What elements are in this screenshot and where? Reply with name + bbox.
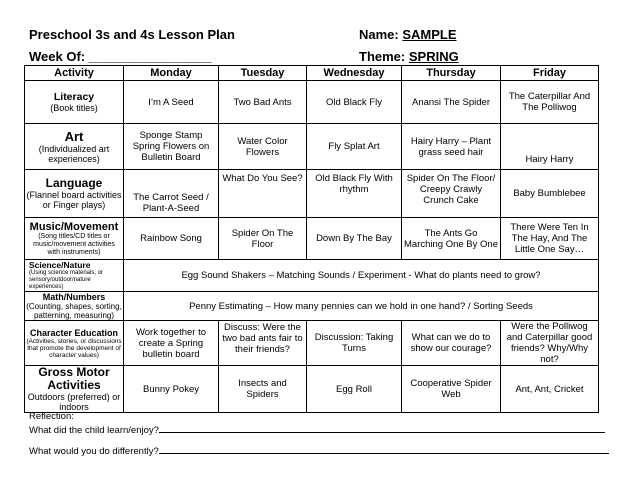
lesson-cell: Spider On The Floor — [219, 218, 307, 260]
lesson-cell: The Ants Go Marching One By One — [402, 218, 501, 260]
lesson-cell: There Were Ten In The Hay, And The Little One Say… — [501, 218, 599, 260]
question-1-text: What did the child learn/enjoy? — [29, 425, 159, 436]
theme-field — [359, 49, 459, 64]
lesson-cell: Baby Bumblebee — [501, 170, 599, 218]
lesson-cell: Old Black Fly — [307, 81, 402, 124]
lesson-cell: What Do You See? — [219, 170, 307, 218]
activity-subtitle: Outdoors (preferred) or indoors — [27, 392, 121, 412]
lesson-cell: Anansi The Spider — [402, 81, 501, 124]
col-thursday: Thursday — [402, 66, 501, 81]
activity-title: Character Education — [29, 327, 119, 338]
activity-title: Gross Motor Activities — [38, 365, 110, 392]
name-value: SAMPLE — [402, 27, 457, 42]
activity-subtitle: (Activities, stories, or discussions that promote the development of character values) — [26, 337, 122, 359]
merged-lesson-cell: Egg Sound Shakers – Matching Sounds / Experiment - What do plants need to grow? — [124, 260, 599, 292]
answer-line-1[interactable] — [159, 424, 605, 433]
lesson-cell: Ant, Ant, Cricket — [501, 366, 599, 413]
lesson-cell: Sponge Stamp Spring Flowers on Bulletin Board — [124, 124, 219, 170]
lesson-cell: I’m A Seed — [124, 81, 219, 124]
merged-lesson-cell: Penny Estimating – How many pennies can we hold in one hand? / Sorting Seeds — [124, 292, 599, 321]
lesson-cell: Fly Splat Art — [307, 124, 402, 170]
reflection-label: Reflection: — [29, 411, 74, 422]
lesson-cell: Cooperative Spider Web — [402, 366, 501, 413]
table-row — [25, 218, 599, 260]
activity-subtitle: (Song titles/CD titles or music/movement activities with instruments) — [33, 232, 115, 256]
table-row — [25, 292, 599, 321]
lesson-cell: Two Bad Ants — [219, 81, 307, 124]
lesson-cell: Were the Polliwog and Caterpillar good friends? Why/Why not? — [501, 321, 599, 366]
week-value: _________________ — [88, 49, 212, 64]
activity-cell — [25, 260, 124, 292]
reflection-question-2 — [29, 445, 609, 457]
name-field — [359, 27, 457, 42]
activity-subtitle: (Individualized art experiences) — [38, 143, 110, 164]
activity-subtitle: (Counting, shapes, sorting, patterning, measuring) — [26, 302, 122, 320]
page-title: Preschool 3s and 4s Lesson Plan — [29, 27, 235, 42]
lesson-cell: Discussion: Taking Turns — [307, 321, 402, 366]
answer-line-2[interactable] — [159, 445, 609, 454]
lesson-cell: Hairy Harry — [501, 124, 599, 170]
activity-subtitle: (Flannel board activities or Finger plays) — [26, 190, 122, 210]
reflection-question-1 — [29, 424, 605, 436]
activity-cell — [25, 321, 124, 366]
lesson-cell: The Carrot Seed / Plant-A-Seed — [124, 170, 219, 218]
lesson-cell: Bunny Pokey — [124, 366, 219, 413]
week-field — [29, 49, 212, 64]
activity-title: Science/Nature — [29, 260, 91, 270]
col-activity: Activity — [25, 66, 124, 81]
lesson-cell: Rainbow Song — [124, 218, 219, 260]
activity-title: Music/Movement — [29, 220, 119, 233]
activity-subtitle: (Using science materials, or sensory/outdoor/nature experiences) — [29, 270, 104, 290]
lesson-cell: Egg Roll — [307, 366, 402, 413]
activity-cell — [25, 366, 124, 413]
col-tuesday: Tuesday — [219, 66, 307, 81]
activity-cell — [25, 81, 124, 124]
lesson-cell: Hairy Harry – Plant grass seed hair — [402, 124, 501, 170]
lesson-cell: Spider On The Floor/ Creepy Crawly Crunch Cake — [402, 170, 501, 218]
table-row — [25, 124, 599, 170]
lesson-cell: Down By The Bay — [307, 218, 402, 260]
table-header-row — [25, 66, 599, 81]
activity-cell — [25, 292, 124, 321]
col-monday: Monday — [124, 66, 219, 81]
lesson-cell: What can we do to show our courage? — [402, 321, 501, 366]
table-row — [25, 170, 599, 218]
lesson-cell: Old Black Fly With rhythm — [307, 170, 402, 218]
col-wednesday: Wednesday — [307, 66, 402, 81]
theme-label: Theme: — [359, 49, 406, 64]
table-row — [25, 81, 599, 124]
lesson-plan-table — [24, 65, 599, 413]
table-row — [25, 366, 599, 413]
week-label: Week Of: — [29, 49, 86, 64]
question-2-text: What would you do differently? — [29, 446, 159, 457]
activity-subtitle: (Book titles) — [50, 103, 98, 113]
lesson-cell: Work together to create a Spring bulletin board — [124, 321, 219, 366]
lesson-cell: Discuss: Were the two bad ants fair to their friends? — [219, 321, 307, 366]
col-friday: Friday — [501, 66, 599, 81]
lesson-cell: Insects and Spiders — [219, 366, 307, 413]
activity-cell — [25, 124, 124, 170]
name-label: Name: — [359, 27, 399, 42]
lesson-cell: Water Color Flowers — [219, 124, 307, 170]
theme-value: SPRING — [408, 49, 459, 64]
activity-cell — [25, 170, 124, 218]
table-row — [25, 260, 599, 292]
activity-title: Math/Numbers — [42, 292, 106, 302]
activity-title: Art — [64, 128, 84, 144]
lesson-cell: The Caterpillar And The Polliwog — [501, 81, 599, 124]
activity-title: Literacy — [53, 91, 95, 103]
activity-title: Language — [45, 176, 103, 190]
activity-cell — [25, 218, 124, 260]
table-row — [25, 321, 599, 366]
